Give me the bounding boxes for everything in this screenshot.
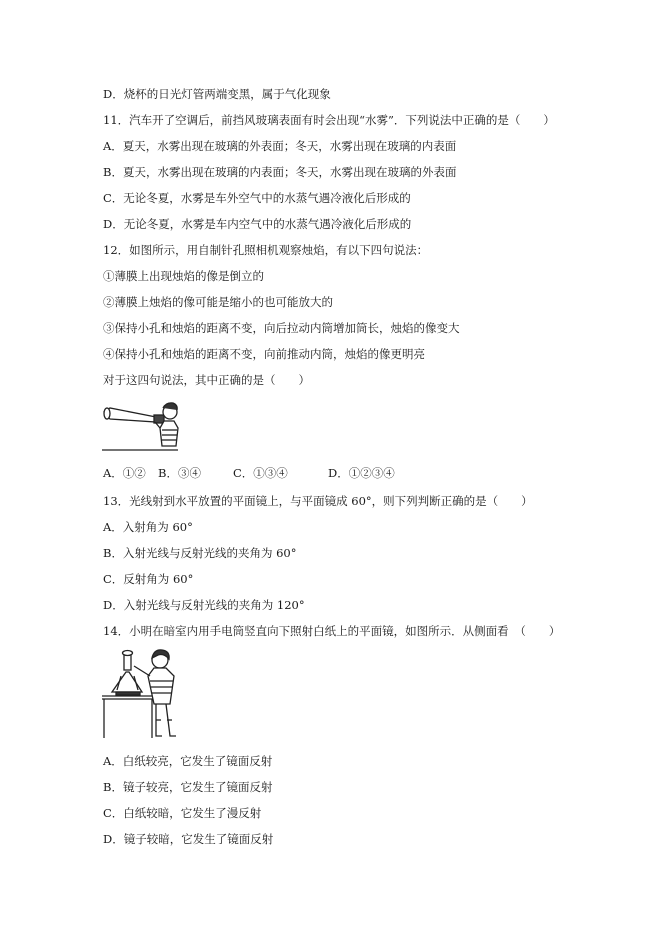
q14-option-b: B．镜子较亮，它发生了镜面反射 — [103, 780, 273, 794]
q12-statement-4: ④保持小孔和烛焰的距离不变，向前推动内筒，烛焰的像更明亮 — [103, 347, 425, 361]
q12-question: 对于这四句说法，其中正确的是（ ） — [103, 373, 310, 387]
q12-options — [103, 466, 395, 480]
q12-statement-1: ①薄膜上出现烛焰的像是倒立的 — [103, 269, 264, 283]
q12-option-c: C．①③④ — [233, 466, 288, 480]
q11-option-c: C．无论冬夏，水雾是车外空气中的水蒸气遇冷液化后形成的 — [103, 191, 411, 205]
q12-option-b: B．③④ — [158, 466, 201, 480]
q11-option-a: A．夏天，水雾出现在玻璃的外表面；冬天，水雾出现在玻璃的内表面 — [103, 139, 457, 153]
q12-statement-3: ③保持小孔和烛焰的距离不变，向后拉动内筒增加筒长，烛焰的像变大 — [103, 321, 460, 335]
q12-statement-2: ②薄膜上烛焰的像可能是缩小的也可能放大的 — [103, 295, 333, 309]
q13-option-b: B．入射光线与反射光线的夹角为 60° — [103, 546, 297, 560]
q13-option-a: A．入射角为 60° — [103, 520, 193, 534]
prev-question-option-d: D．烧杯的日光灯管两端变黑，属于气化现象 — [103, 87, 331, 101]
q13-option-c: C．反射角为 60° — [103, 572, 194, 586]
pinhole-camera-figure — [100, 398, 180, 454]
q14-option-c: C．白纸较暗，它发生了漫反射 — [103, 806, 262, 820]
q11-option-d: D．无论冬夏，水雾是车内空气中的水蒸气遇冷液化后形成的 — [103, 217, 412, 231]
q14-option-d: D．镜子较暗，它发生了镜面反射 — [103, 832, 274, 846]
q11-option-b: B．夏天，水雾出现在玻璃的内表面；冬天，水雾出现在玻璃的外表面 — [103, 165, 457, 179]
q13-stem: 13．光线射到水平放置的平面镜上，与平面镜成 60°，则下列判断正确的是（ ） — [103, 494, 533, 508]
q12-stem: 12．如图所示，用自制针孔照相机观察烛焰，有以下四句说法： — [103, 243, 429, 257]
q13-option-d: D．入射光线与反射光线的夹角为 120° — [103, 598, 305, 612]
q14-stem: 14．小明在暗室内用手电筒竖直向下照射白纸上的平面镜，如图所示．从侧面看 （ ） — [103, 624, 561, 638]
q12-option-d: D．①②③④ — [328, 466, 395, 480]
q14-option-a: A．白纸较亮，它发生了镜面反射 — [103, 754, 273, 768]
flashlight-mirror-figure — [100, 646, 186, 742]
q11-stem: 11．汽车开了空调后，前挡风玻璃表面有时会出现“水雾”．下列说法中正确的是（ ） — [103, 113, 555, 127]
q12-option-a: A．①② — [103, 466, 146, 480]
